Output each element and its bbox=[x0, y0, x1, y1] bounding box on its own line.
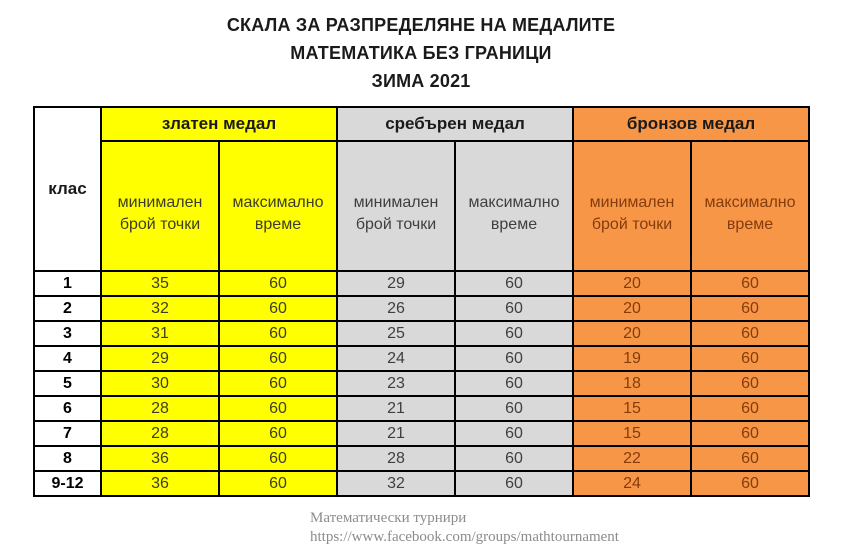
silver-medal-header: сребърен медал bbox=[337, 107, 573, 141]
silver-min-points-cell: 32 bbox=[337, 471, 455, 496]
silver-max-time-cell: 60 bbox=[455, 396, 573, 421]
silver-max-time-cell: 60 bbox=[455, 371, 573, 396]
bronze-max-time-cell: 60 bbox=[691, 421, 809, 446]
bronze-min-points-cell: 20 bbox=[573, 321, 691, 346]
silver-max-time-cell: 60 bbox=[455, 446, 573, 471]
gold-max-time-header: максимално време bbox=[219, 141, 337, 271]
table-row bbox=[34, 346, 809, 371]
gold-max-time-cell: 60 bbox=[219, 421, 337, 446]
gold-min-points-cell: 32 bbox=[101, 296, 219, 321]
medal-header-row bbox=[34, 107, 809, 141]
bronze-min-points-cell: 22 bbox=[573, 446, 691, 471]
gold-max-time-cell: 60 bbox=[219, 396, 337, 421]
table-body bbox=[34, 271, 809, 496]
footer bbox=[310, 509, 842, 547]
gold-min-points-cell: 28 bbox=[101, 421, 219, 446]
page-title bbox=[16, 0, 826, 95]
bronze-max-time-cell: 60 bbox=[691, 346, 809, 371]
bronze-max-time-cell: 60 bbox=[691, 446, 809, 471]
gold-min-points-cell: 36 bbox=[101, 446, 219, 471]
class-cell: 8 bbox=[34, 446, 101, 471]
table-row bbox=[34, 296, 809, 321]
silver-min-points-header: минимален брой точки bbox=[337, 141, 455, 271]
table-row bbox=[34, 446, 809, 471]
class-cell: 4 bbox=[34, 346, 101, 371]
bronze-min-points-cell: 15 bbox=[573, 421, 691, 446]
sub-header-row bbox=[34, 141, 809, 271]
gold-min-points-cell: 28 bbox=[101, 396, 219, 421]
table-row bbox=[34, 396, 809, 421]
silver-min-points-cell: 24 bbox=[337, 346, 455, 371]
gold-max-time-cell: 60 bbox=[219, 346, 337, 371]
gold-max-time-cell: 60 bbox=[219, 471, 337, 496]
bronze-min-points-cell: 18 bbox=[573, 371, 691, 396]
title-line-3: ЗИМА 2021 bbox=[371, 71, 471, 91]
silver-max-time-cell: 60 bbox=[455, 271, 573, 296]
class-cell: 7 bbox=[34, 421, 101, 446]
footer-source-label: Математически турнири bbox=[310, 510, 467, 526]
bronze-max-time-header: максимално време bbox=[691, 141, 809, 271]
bronze-min-points-cell: 19 bbox=[573, 346, 691, 371]
silver-max-time-cell: 60 bbox=[455, 296, 573, 321]
table-row bbox=[34, 321, 809, 346]
bronze-max-time-cell: 60 bbox=[691, 296, 809, 321]
bronze-min-points-cell: 20 bbox=[573, 271, 691, 296]
table-row bbox=[34, 371, 809, 396]
medal-distribution-table bbox=[33, 106, 810, 497]
gold-max-time-cell: 60 bbox=[219, 371, 337, 396]
silver-min-points-cell: 26 bbox=[337, 296, 455, 321]
table-row bbox=[34, 271, 809, 296]
bronze-medal-header: бронзов медал bbox=[573, 107, 809, 141]
gold-medal-header: златен медал bbox=[101, 107, 337, 141]
table-row bbox=[34, 421, 809, 446]
silver-max-time-cell: 60 bbox=[455, 346, 573, 371]
bronze-max-time-cell: 60 bbox=[691, 371, 809, 396]
bronze-min-points-header: минимален брой точки bbox=[573, 141, 691, 271]
gold-max-time-cell: 60 bbox=[219, 321, 337, 346]
class-cell: 6 bbox=[34, 396, 101, 421]
bronze-max-time-cell: 60 bbox=[691, 271, 809, 296]
class-cell: 5 bbox=[34, 371, 101, 396]
class-cell: 3 bbox=[34, 321, 101, 346]
silver-min-points-cell: 28 bbox=[337, 446, 455, 471]
silver-max-time-header: максимално време bbox=[455, 141, 573, 271]
bronze-min-points-cell: 15 bbox=[573, 396, 691, 421]
class-column-header: клас bbox=[34, 107, 101, 271]
gold-min-points-cell: 36 bbox=[101, 471, 219, 496]
bronze-min-points-cell: 20 bbox=[573, 296, 691, 321]
gold-max-time-cell: 60 bbox=[219, 446, 337, 471]
footer-facebook-url: https://www.facebook.com/groups/mathtournament bbox=[310, 529, 619, 545]
silver-max-time-cell: 60 bbox=[455, 421, 573, 446]
gold-min-points-header: минимален брой точки bbox=[101, 141, 219, 271]
table-row bbox=[34, 471, 809, 496]
silver-min-points-cell: 29 bbox=[337, 271, 455, 296]
class-cell: 1 bbox=[34, 271, 101, 296]
gold-min-points-cell: 30 bbox=[101, 371, 219, 396]
title-line-2: МАТЕМАТИКА БЕЗ ГРАНИЦИ bbox=[290, 43, 552, 63]
silver-min-points-cell: 21 bbox=[337, 421, 455, 446]
bronze-max-time-cell: 60 bbox=[691, 321, 809, 346]
silver-max-time-cell: 60 bbox=[455, 471, 573, 496]
silver-min-points-cell: 25 bbox=[337, 321, 455, 346]
title-line-1: СКАЛА ЗА РАЗПРЕДЕЛЯНЕ НА МЕДАЛИТЕ bbox=[226, 15, 616, 35]
bronze-max-time-cell: 60 bbox=[691, 471, 809, 496]
class-cell: 2 bbox=[34, 296, 101, 321]
gold-max-time-cell: 60 bbox=[219, 271, 337, 296]
gold-min-points-cell: 29 bbox=[101, 346, 219, 371]
silver-max-time-cell: 60 bbox=[455, 321, 573, 346]
bronze-max-time-cell: 60 bbox=[691, 396, 809, 421]
gold-max-time-cell: 60 bbox=[219, 296, 337, 321]
gold-min-points-cell: 35 bbox=[101, 271, 219, 296]
bronze-min-points-cell: 24 bbox=[573, 471, 691, 496]
class-cell: 9-12 bbox=[34, 471, 101, 496]
silver-min-points-cell: 21 bbox=[337, 396, 455, 421]
gold-min-points-cell: 31 bbox=[101, 321, 219, 346]
silver-min-points-cell: 23 bbox=[337, 371, 455, 396]
